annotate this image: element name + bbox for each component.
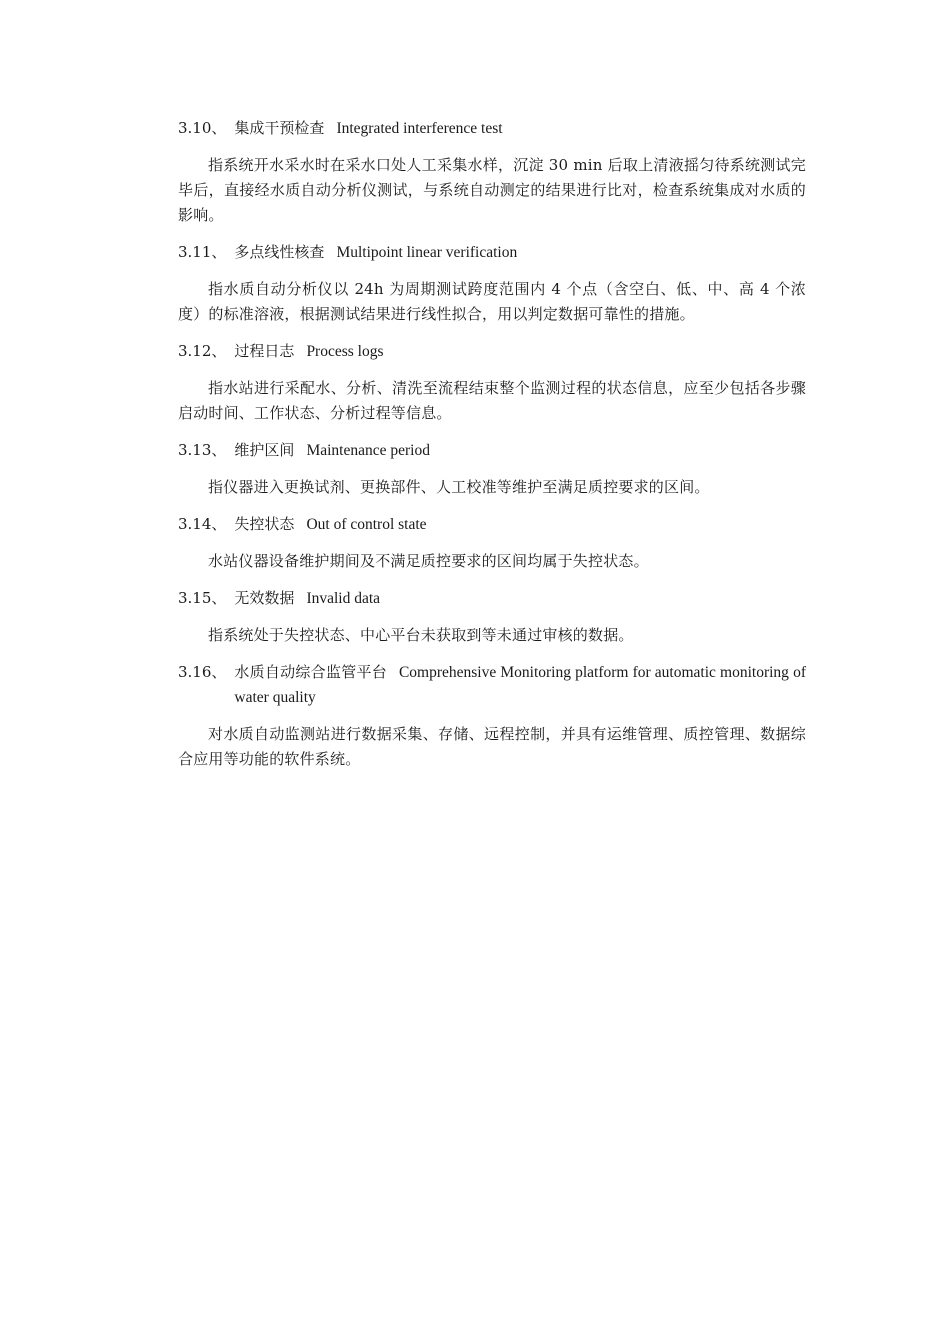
term-definition: 指水站进行采配水、分析、清洗至流程结束整个监测过程的状态信息，应至少包括各步骤启动时间、工作状态、分析过程等信息。 bbox=[178, 379, 806, 422]
term-heading bbox=[178, 512, 806, 537]
term-title-zh: 多点线性核查 bbox=[234, 243, 325, 261]
term-title-zh: 集成干预检查 bbox=[234, 119, 325, 137]
term-title bbox=[234, 660, 806, 710]
term-heading bbox=[178, 586, 806, 611]
term-number: 3.13 bbox=[178, 441, 212, 459]
term-number: 3.11 bbox=[178, 243, 212, 261]
term-number: 3.12 bbox=[178, 342, 212, 360]
term-definition: 对水质自动监测站进行数据采集、存储、远程控制，并具有运维管理、质控管理、数据综合应用等功能的软件系统。 bbox=[178, 725, 806, 768]
term-heading bbox=[178, 240, 806, 265]
term-number: 3.10 bbox=[178, 119, 212, 137]
term-separator: 、 bbox=[211, 342, 227, 360]
document-page bbox=[178, 116, 806, 784]
term-separator: 、 bbox=[211, 441, 227, 459]
term-heading bbox=[178, 116, 806, 141]
term-title-zh: 维护区间 bbox=[234, 441, 295, 459]
term-definition: 指水质自动分析仪以 24h 为周期测试跨度范围内 4 个点（含空白、低、中、高 4 个浓度）的标准溶液，根据测试结果进行线性拟合，用以判定数据可靠性的措施。 bbox=[178, 280, 806, 323]
term-title-en: Process logs bbox=[306, 343, 384, 360]
term-separator: 、 bbox=[211, 515, 227, 533]
term-title bbox=[234, 586, 806, 611]
term-title bbox=[234, 240, 806, 265]
term-title-en: Maintenance period bbox=[306, 442, 430, 459]
term-title bbox=[234, 339, 806, 364]
term-separator: 、 bbox=[211, 243, 227, 261]
term-separator: 、 bbox=[211, 663, 227, 681]
term-title-zh: 无效数据 bbox=[234, 589, 295, 607]
term-title-en: Comprehensive Monitoring platform for automatic monitoring of water quality bbox=[234, 664, 806, 706]
term-title-zh: 过程日志 bbox=[234, 342, 295, 360]
term-heading bbox=[178, 660, 806, 710]
term-definition: 指系统处于失控状态、中心平台未获取到等未通过审核的数据。 bbox=[208, 626, 634, 644]
term-heading bbox=[178, 438, 806, 463]
term-number: 3.15 bbox=[178, 589, 212, 607]
term-definition: 水站仪器设备维护期间及不满足质控要求的区间均属于失控状态。 bbox=[208, 552, 649, 570]
term-title bbox=[234, 116, 806, 141]
term-separator: 、 bbox=[211, 589, 227, 607]
term-title-zh: 水质自动综合监管平台 bbox=[234, 663, 387, 681]
term-title-en: Multipoint linear verification bbox=[336, 244, 518, 261]
term-definition: 指系统开水采水时在采水口处人工采集水样，沉淀 30 min 后取上清液摇匀待系统测试完毕后，直接经水质自动分析仪测试，与系统自动测定的结果进行比对，检查系统集成对水质的影响。 bbox=[178, 156, 806, 224]
term-title-en: Out of control state bbox=[306, 516, 427, 533]
term-title bbox=[234, 438, 806, 463]
term-definition: 指仪器进入更换试剂、更换部件、人工校准等维护至满足质控要求的区间。 bbox=[208, 478, 710, 496]
term-heading bbox=[178, 339, 806, 364]
term-separator: 、 bbox=[211, 119, 227, 137]
term-number: 3.14 bbox=[178, 515, 212, 533]
term-number: 3.16 bbox=[178, 663, 212, 681]
term-title-en: Integrated interference test bbox=[336, 120, 503, 137]
term-title-en: Invalid data bbox=[306, 590, 381, 607]
term-title bbox=[234, 512, 806, 537]
term-title-zh: 失控状态 bbox=[234, 515, 295, 533]
